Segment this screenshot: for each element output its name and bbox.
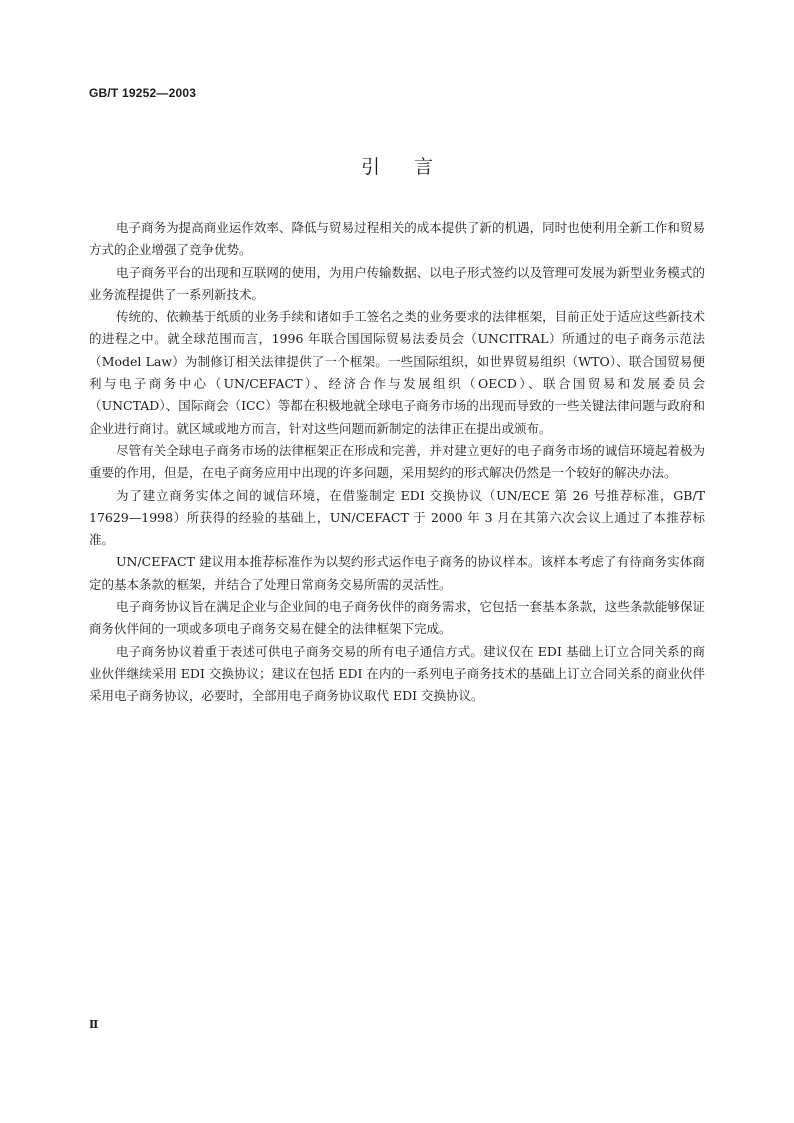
paragraph: 电子商务平台的出现和互联网的使用，为用户传输数据、以电子形式签约以及管理可发展为新型业务模式的业务流程提供了一系列新技术。: [89, 264, 705, 302]
paragraph: 电子商务协议旨在满足企业与企业间的电子商务伙伴的商务需求，它包括一套基本条款，这些条款能够保证商务伙伴间的一项或多项电子商务交易在健全的法律框架下完成。: [89, 599, 705, 637]
body-text: [89, 217, 705, 708]
paragraph: 传统的、依赖基于纸质的业务手续和诸如手工签名之类的业务要求的法律框架，目前正处于适应这些新技术的进程之中。就全球范围而言，1996 年联合国国际贸易法委员会（UNCITRAL）所通过的电子商务示范法（Model Law）为制修订相关法律提供了一个框架。一些国际组织，如世界贸易组织（WTO）、联合国贸易便利与电子商务中心（UN/CEFACT）、经济合作与发展组织（OECD）、联合国贸易和发展委员会（UNCTAD）、国际商会（ICC）等都在积极地就全球电子商务市场的出现而导致的一些关键法律问题与政府和企业进行商讨。就区域或地方而言，针对这些问题而新制定的法律正在提出或颁布。: [89, 309, 705, 436]
paragraph: 为了建立商务实体之间的诚信环境，在借鉴制定 EDI 交换协议（UN/ECE 第 26 号推荐标准，GB/T 17629—1998）所获得的经验的基础上，UN/CEFACT 于 2000 年 3 月在其第六次会议上通过了本推荐标准。: [89, 487, 705, 548]
section-title: 引言: [360, 156, 467, 178]
paragraph: 电子商务为提高商业运作效率、降低与贸易过程相关的成本提供了新的机遇，同时也使利用全新工作和贸易方式的企业增强了竞争优势。: [89, 220, 705, 258]
paragraph: 尽管有关全球电子商务市场的法律框架正在形成和完善，并对建立更好的电子商务市场的诚信环境起着极为重要的作用，但是，在电子商务应用中出现的许多问题，采用契约的形式解决仍然是一个较好的解决办法。: [89, 442, 705, 481]
paragraph: UN/CEFACT 建议用本推荐标准作为以契约形式运作电子商务的协议样本。该样本考虑了有待商务实体商定的基本条款的框架，并结合了处理日常商务交易所需的灵活性。: [89, 554, 705, 592]
page-number: Ⅱ: [89, 1018, 99, 1031]
standard-code: GB/T 19252—2003: [89, 86, 197, 100]
paragraph: 电子商务协议着重于表述可供电子商务交易的所有电子通信方式。建议仅在 EDI 基础上订立合同关系的商业伙伴继续采用 EDI 交换协议；建议在包括 EDI 在内的一系列电子商务技术的基础上订立合同关系的商业伙伴采用电子商务协议，必要时，全部用电子商务协议取代 EDI 交换协议。: [89, 643, 705, 704]
